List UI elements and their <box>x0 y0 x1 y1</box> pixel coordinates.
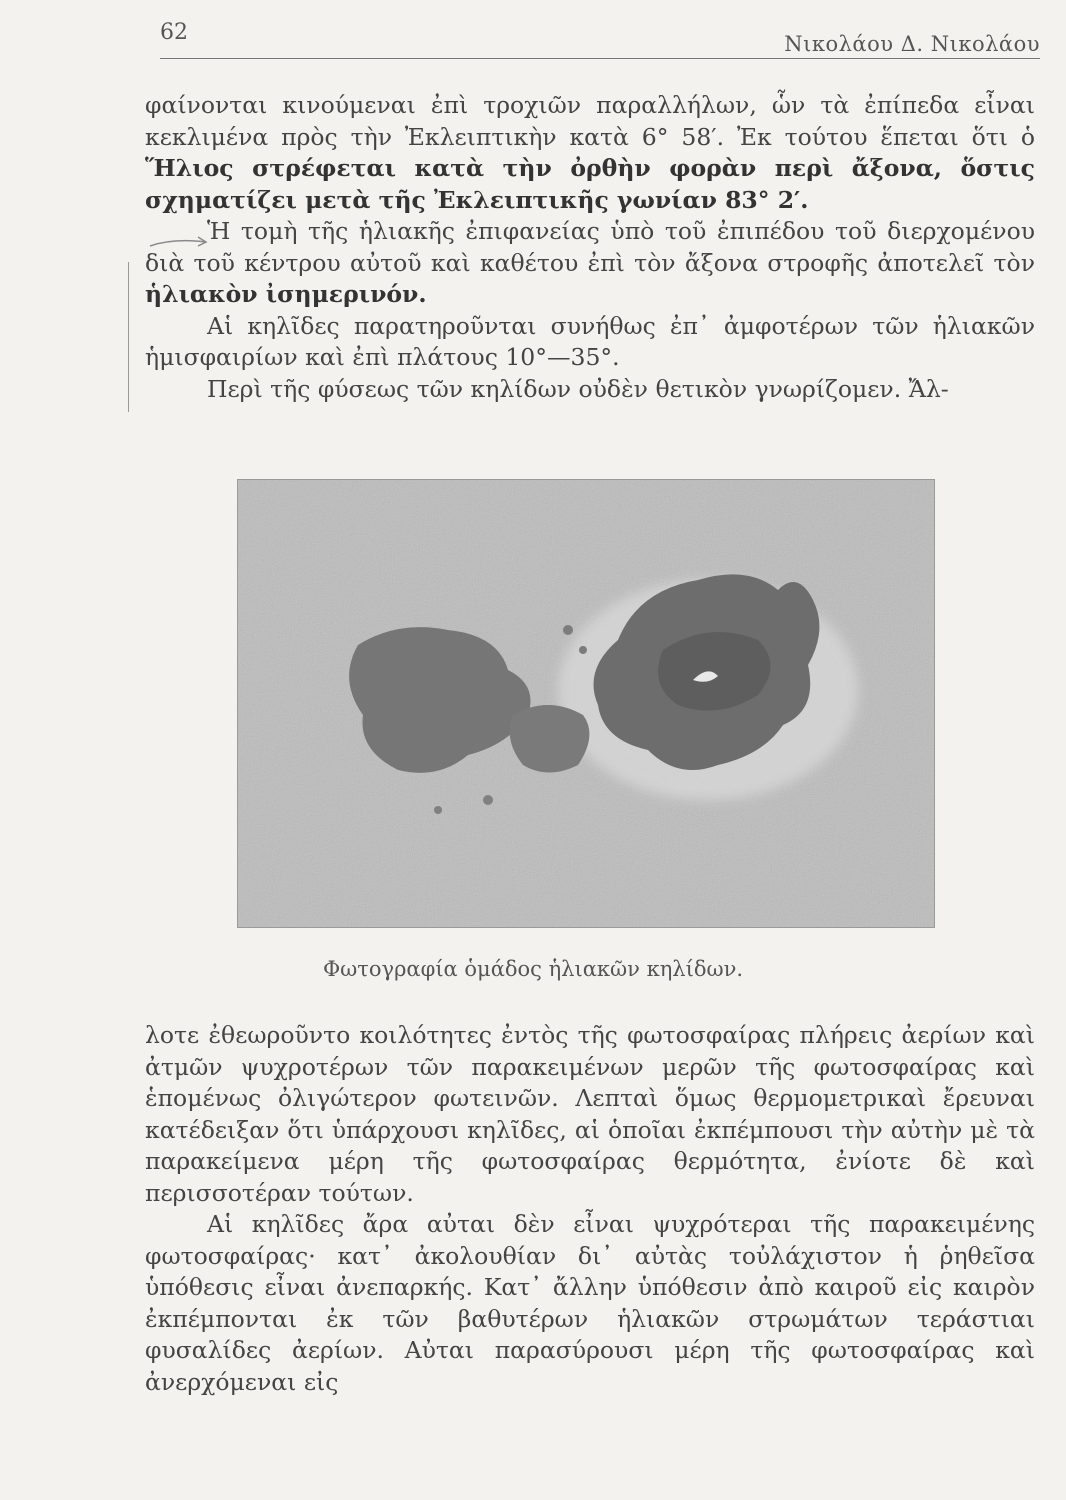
top-text-block <box>145 90 1035 405</box>
paragraph-spots-latitude: Αἱ κηλῖδες παρατηροῦνται συνήθως ἐπ᾽ ἀμφοτέρων τῶν ἡλιακῶν ἡμισφαιρίων καὶ ἐπὶ πλάτους 10°—35°. <box>145 311 1035 371</box>
page-header <box>160 14 1040 60</box>
paragraph-cavities: λοτε ἐθεωροῦντο κοιλότητες ἐντὸς τῆς φωτοσφαίρας πλήρεις ἀερίων καὶ ἀτμῶν ψυχροτέρων τῶν παρακειμένων μερῶν τῆς φωτοσφαίρας καὶ ἑπομένως ὀλιγώτερον φωτεινῶν. Λεπταὶ ὅμως θερμομετρικαὶ ἔρευναι κατέδειξαν ὅτι ὑπάρχουσι κηλῖδες, αἱ ὁποῖαι ἐκπέμπουσι τὴν αὐτὴν μὲ τὰ παρακείμενα μέρη τῆς φωτοσφαίρας θερμότητα, ἐνίοτε δὲ καὶ περισσοτέραν τούτων. <box>145 1021 1035 1207</box>
page-number: 62 <box>160 20 188 45</box>
sunspot-small <box>510 705 590 773</box>
rotation-statement: Ἥλιος στρέφεται κατὰ τὴν ὀρθὴν φορὰν περὶ ἄξονα, ὅστις σχηματίζει μετὰ τῆς Ἐκλειπτικῆς γωνίαν 83° 2′. <box>145 154 1035 214</box>
paragraph-hypothesis: Αἱ κηλῖδες ἄρα αὐται δὲν εἶναι ψυχρότεραι τῆς παρακειμένης φωτοσφαίρας· κατ᾽ ἀκολουθίαν δι᾽ αὐτὰς τοὐλάχιστον ἡ ῥηθεῖσα ὑπόθεσις εἶναι ἀνεπαρκής. Κατ᾽ ἄλλην ὑπόθεσιν ἀπὸ καιροῦ εἰς καιρὸν ἐκπέμπονται ἐκ τῶν βαθυτέρων ἡλιακῶν στρωμάτων τεράστιαι φυσαλίδες ἀερίων. Αὐται παρασύρουσι μέρη τῆς φωτοσφαίρας καὶ ἀνερχόμεναι εἰς <box>145 1210 1035 1396</box>
header-rule <box>160 58 1040 59</box>
running-head: Νικολάου Δ. Νικολάου <box>784 32 1040 56</box>
bottom-text-block <box>145 1020 1035 1398</box>
sunspot-image <box>238 480 934 927</box>
sunspot-photograph <box>237 479 935 928</box>
paragraph-spots-nature: Περὶ τῆς φύσεως τῶν κηλίδων οὐδὲν θετικὸν γνωρίζομεν. Ἄλ- <box>207 374 949 403</box>
figure-caption: Φωτογραφία ὁμάδος ἡλιακῶν κηλίδων. <box>322 957 744 981</box>
paragraph-equator: Ἡ τομὴ τῆς ἡλιακῆς ἐπιφανείας ὑπὸ τοῦ ἐπιπέδου τοῦ διερχομένου διὰ τοῦ κέντρου αὐτοῦ καὶ καθέτου ἐπὶ τὸν ἄξονα στροφῆς ἀποτελεῖ τὸν ἡλιακὸν ἰσημερινόν. <box>145 217 1035 308</box>
term-solar-equator: ἡλιακὸν ἰσημερινόν. <box>145 280 427 308</box>
margin-pencil-mark <box>128 262 129 412</box>
paragraph-rotation: φαίνονται κινούμεναι ἐπὶ τροχιῶν παραλλήλων, ὧν τὰ ἐπίπεδα εἶναι κεκλιμένα πρὸς τὴν Ἐκλειπτικὴν κατὰ 6° 58′. Ἐκ τούτου ἕπεται ὅτι ὁ Ἥλιος στρέφεται κατὰ τὴν ὀρθὴν φορὰν περὶ ἄξονα, ὅστις σχηματίζει μετὰ τῆς Ἐκλειπτικῆς γωνίαν 83° 2′. <box>145 91 1035 214</box>
